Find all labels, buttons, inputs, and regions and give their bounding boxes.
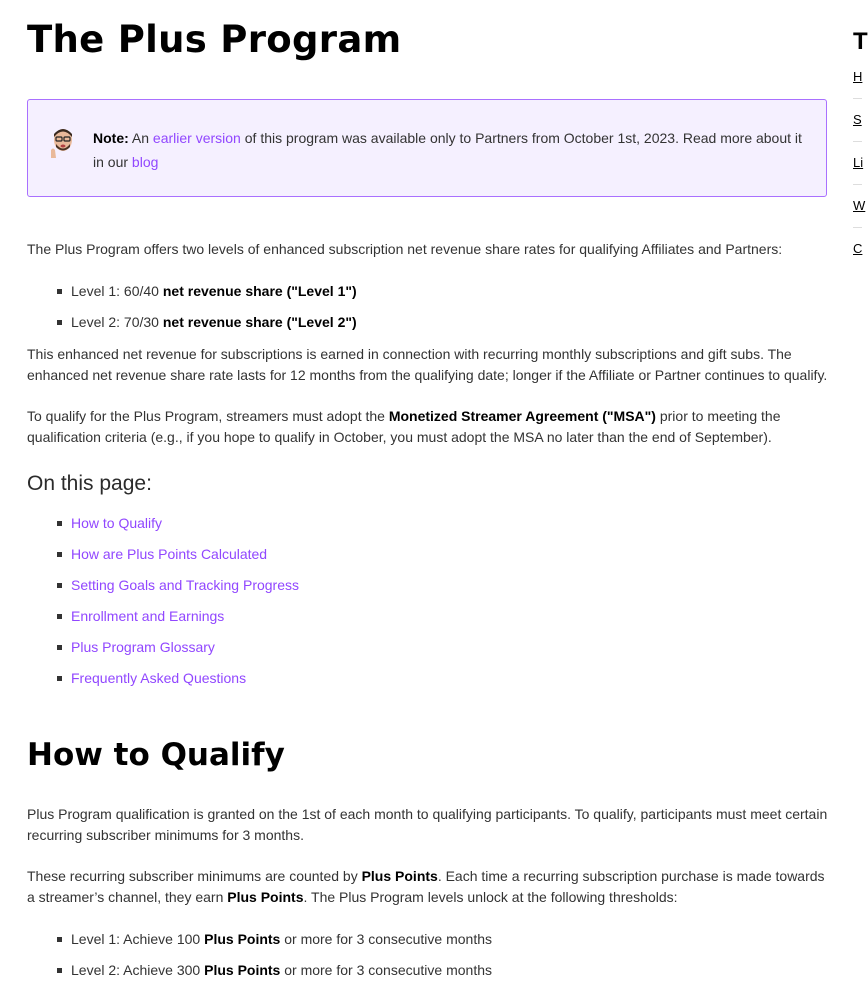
toc-item[interactable]: C — [853, 241, 863, 256]
thresholds-list — [27, 929, 492, 991]
link-enrollment-earnings[interactable]: Enrollment and Earnings — [71, 608, 225, 624]
link-setting-goals[interactable]: Setting Goals and Tracking Progress — [71, 577, 300, 593]
toc-item[interactable]: W — [853, 198, 866, 213]
note-callout — [27, 99, 827, 197]
intro-paragraph: The Plus Program offers two levels of enhanced subscription net revenue share rates for qualifying Affiliates and Partners: — [27, 241, 783, 257]
on-this-page-heading: On this page: — [27, 472, 152, 495]
on-this-page-list — [27, 513, 299, 699]
list-item: Level 2: Achieve 300 Plus Points or more for 3 consecutive months — [27, 960, 492, 991]
toc-divider — [853, 98, 862, 99]
toc-title: T — [853, 28, 868, 55]
streamer-avatar-icon — [50, 128, 76, 160]
note-label: Note: — [93, 130, 129, 146]
enhanced-paragraph: This enhanced net revenue for subscriptions is earned in connection with recurring monthly subscriptions and gift subs. The enhanced net revenue share rate lasts for 12 months from the qualifying date; longer if the Affiliate or Partner continues to qualify. — [27, 346, 828, 383]
note-mid: of this program was available only to Partners from October 1st, 2023. Read more about it in our — [93, 130, 802, 170]
blog-link[interactable]: blog — [131, 154, 159, 170]
list-item — [27, 575, 299, 606]
list-item: Level 1: Achieve 100 Plus Points or more for 3 consecutive months — [27, 929, 492, 960]
qualification-paragraph: Plus Program qualification is granted on the 1st of each month to qualifying participants. To qualify, participants must meet certain recurring subscriber minimums for 3 months. — [27, 806, 828, 843]
earlier-version-link[interactable]: earlier version — [152, 130, 241, 146]
link-how-to-qualify[interactable]: How to Qualify — [71, 515, 163, 531]
page-title: The Plus Program — [27, 18, 402, 61]
list-item — [27, 606, 299, 637]
how-to-qualify-heading: How to Qualify — [27, 737, 285, 773]
msa-term: Monetized Streamer Agreement ("MSA") — [388, 408, 656, 424]
list-item: Level 2: 70/30 net revenue share ("Level 2") — [27, 312, 357, 343]
list-item — [27, 544, 299, 575]
list-item — [27, 637, 299, 668]
toc-divider — [853, 227, 862, 228]
note-text — [93, 126, 813, 174]
list-item: Level 1: 60/40 net revenue share ("Level 1") — [27, 281, 357, 312]
list-item — [27, 668, 299, 699]
link-glossary[interactable]: Plus Program Glossary — [71, 639, 215, 655]
toc-item[interactable]: S — [853, 112, 862, 127]
toc-divider — [853, 184, 862, 185]
qualify-paragraph: To qualify for the Plus Program, streamers must adopt the Monetized Streamer Agreement ("MSA") prior to meeting the qualification criteria (e.g., if you hope to qualify in October, you must adopt the MSA no later than the end of September). — [27, 408, 781, 445]
list-item — [27, 513, 299, 544]
table-of-contents-sidebar — [853, 0, 868, 300]
note-pre: An — [128, 130, 153, 146]
plus-points-paragraph: These recurring subscriber minimums are counted by Plus Points. Each time a recurring subscription purchase is made towards a streamer’s channel, they earn Plus Points. The Plus Program levels unlock at the following thresholds: — [27, 868, 825, 905]
link-plus-points-calculated[interactable]: How are Plus Points Calculated — [71, 546, 268, 562]
link-faq[interactable]: Frequently Asked Questions — [71, 670, 247, 686]
toc-item[interactable]: Li — [853, 155, 864, 170]
toc-item[interactable]: H — [853, 69, 863, 84]
levels-list — [27, 281, 357, 343]
toc-divider — [853, 141, 862, 142]
